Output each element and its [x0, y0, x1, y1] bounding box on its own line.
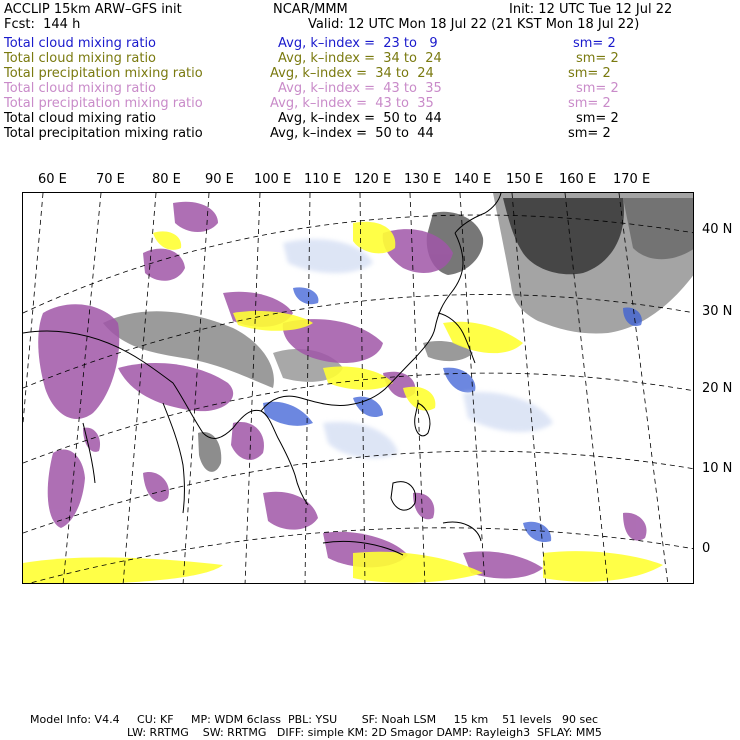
lat-label-30n: 30 N [702, 304, 733, 319]
lon-label-110e: 110 E [304, 172, 342, 187]
lon-label-100e: 100 E [254, 172, 292, 187]
lon-label-60e: 60 E [38, 172, 67, 187]
legend-avg-5: Avg, k–index = 43 to 35 [270, 96, 434, 111]
legend-sm-4: sm= 2 [576, 81, 619, 96]
legend-field-2: Total cloud mixing ratio [4, 51, 157, 66]
legend-sm-2: sm= 2 [576, 51, 619, 66]
lon-label-170e: 170 E [613, 172, 651, 187]
legend-sm-5: sm= 2 [568, 96, 611, 111]
legend-avg-2: Avg, k–index = 34 to 24 [278, 51, 442, 66]
legend-avg-1: Avg, k–index = 23 to 9 [278, 36, 438, 51]
lon-label-90e: 90 E [205, 172, 234, 187]
legend-field-7: Total precipitation mixing ratio [4, 126, 203, 141]
model-title: ACCLIP 15km ARW–GFS init [4, 2, 182, 17]
legend-sm-1: sm= 2 [573, 36, 616, 51]
map-panel [22, 192, 694, 584]
legend-field-5: Total precipitation mixing ratio [4, 96, 203, 111]
lat-label-20n: 20 N [702, 381, 733, 396]
legend-avg-7: Avg, k–index = 50 to 44 [270, 126, 434, 141]
legend-field-4: Total cloud mixing ratio [4, 81, 157, 96]
legend-avg-3: Avg, k–index = 34 to 24 [270, 66, 434, 81]
legend-field-3: Total precipitation mixing ratio [4, 66, 203, 81]
lon-label-150e: 150 E [506, 172, 544, 187]
lon-label-70e: 70 E [96, 172, 125, 187]
init-time: Init: 12 UTC Tue 12 Jul 22 [509, 2, 673, 17]
map-canvas [23, 193, 694, 584]
legend-avg-4: Avg, k–index = 43 to 35 [278, 81, 442, 96]
lat-label-40n: 40 N [702, 222, 733, 237]
legend-avg-6: Avg, k–index = 50 to 44 [278, 111, 442, 126]
legend-field-1: Total cloud mixing ratio [4, 36, 157, 51]
lon-label-160e: 160 E [559, 172, 597, 187]
valid-time: Valid: 12 UTC Mon 18 Jul 22 (21 KST Mon 18 Jul 22) [308, 17, 640, 32]
lon-label-140e: 140 E [454, 172, 492, 187]
legend-sm-3: sm= 2 [568, 66, 611, 81]
forecast-hour: Fcst: 144 h [4, 17, 81, 32]
gray-cloud-region [427, 193, 694, 334]
center-label: NCAR/MMM [273, 2, 348, 17]
footer-physics-info: LW: RRTMG SW: RRTMG DIFF: simple KM: 2D Smagor DAMP: Rayleigh3 SFLAY: MM5 [127, 726, 602, 739]
legend-field-6: Total cloud mixing ratio [4, 111, 157, 126]
lon-label-80e: 80 E [152, 172, 181, 187]
lon-label-120e: 120 E [354, 172, 392, 187]
lat-label-10n: 10 N [702, 461, 733, 476]
legend-sm-6: sm= 2 [576, 111, 619, 126]
legend-sm-7: sm= 2 [568, 126, 611, 141]
footer-model-info: Model Info: V4.4 CU: KF MP: WDM 6class PBL: YSU SF: Noah LSM 15 km 51 levels 90 sec [30, 713, 599, 726]
lon-label-130e: 130 E [404, 172, 442, 187]
lat-label-0: 0 [702, 541, 711, 556]
